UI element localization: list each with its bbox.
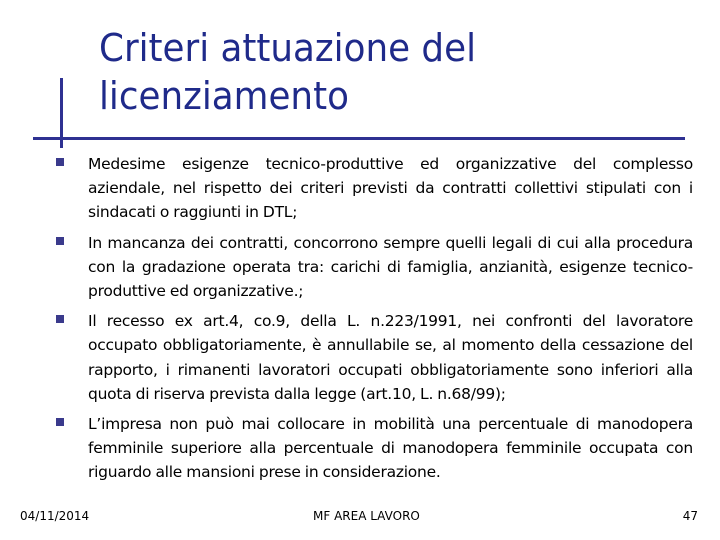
- bullet-item: [55, 152, 693, 225]
- bullet-list: [55, 152, 693, 491]
- footer-page-number: 47: [682, 509, 698, 523]
- bullet-item: [55, 309, 693, 406]
- square-bullet-icon: [56, 315, 64, 323]
- bullet-item: [55, 231, 693, 304]
- bullet-text: Il recesso ex art.4, co.9, della L. n.223/1991, nei confronti del lavoratore occupato obbligatoriamente, è annullabile se, al momento della cessazione del rapporto, i rimanenti lavoratori occupati obbligatoriamente sono inferiori alla quota di riserva prevista dalla legge (art.10, L. n.68/99);: [88, 312, 693, 403]
- slide-title-line-1: Criteri attuazione del: [99, 26, 476, 70]
- footer-date: 04/11/2014: [20, 509, 90, 523]
- square-bullet-icon: [56, 158, 64, 166]
- bullet-item: [55, 412, 693, 485]
- square-bullet-icon: [56, 418, 64, 426]
- slide-title: [99, 24, 476, 120]
- bullet-text: In mancanza dei contratti, concorrono sempre quelli legali di cui alla procedura con la gradazione operata tra: carichi di famiglia, anzianità, esigenze tecnico-produttive ed organizzative.;: [88, 233, 693, 301]
- bullet-text: L’impresa non può mai collocare in mobilità una percentuale di manodopera femminile superiore alla percentuale di manodopera femminile occupata con riguardo alle mansioni prese in considerazione.: [88, 415, 693, 482]
- footer-center-text: MF AREA LAVORO: [313, 509, 420, 523]
- bullet-text: Medesime esigenze tecnico-produttive ed organizzative del complesso aziendale, nel rispetto dei criteri previsti da contratti collettivi stipulati con i sindacati o raggiunti in DTL;: [88, 155, 693, 222]
- title-horizontal-rule: [33, 137, 685, 140]
- square-bullet-icon: [56, 237, 64, 245]
- slide-title-line-2: licenziamento: [99, 74, 349, 118]
